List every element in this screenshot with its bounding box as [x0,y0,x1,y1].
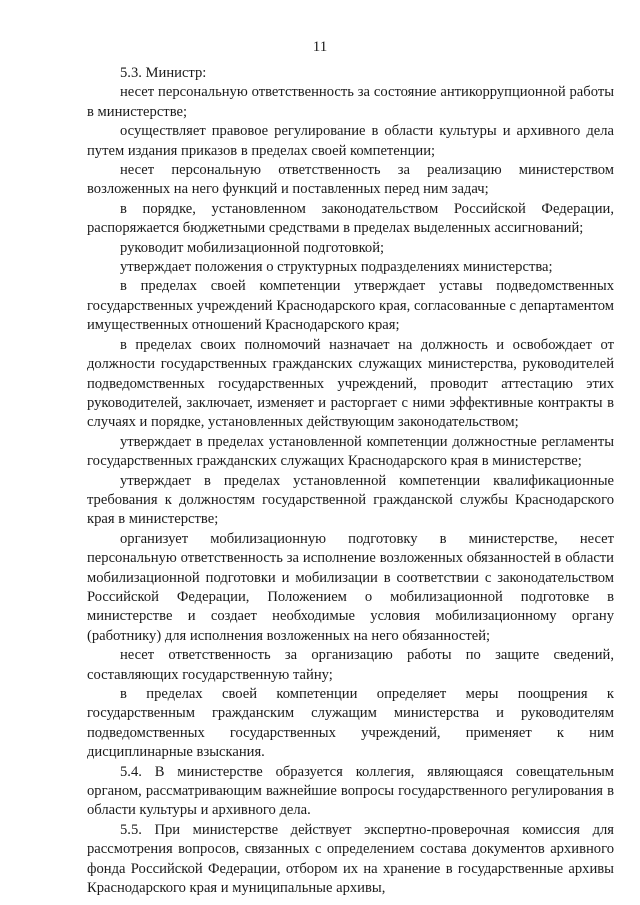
page-number: 11 [312,39,328,55]
paragraph-qualifications: утверждает в пределах установленной компетенции квалификационные требования к должностям государственной гражданской службы Краснодарского края в министерстве; [87,472,614,528]
paragraph-budget: в порядке, установленном законодательством Российской Федерации, распоряжается бюджетными средствами в пределах выделенных ассигнований; [87,200,614,237]
paragraph-mobilization-training: организует мобилизационную подготовку в министерстве, несет персональную ответственность за исполнение возложенных обязанностей в области мобилизационной подготовки и мобилизации в соответствии с законодательством Российской Федерации, Положением о мобилизационной подготовке в министерстве и создает необходимые условия мобилизационному органу (работнику) для исполнения возложенных на него обязанностей; [87,530,614,644]
paragraph-job-regulations: утверждает в пределах установленной компетенции должностные регламенты государственных гражданских служащих Краснодарского края в министерстве; [87,433,614,470]
document-body [87,64,614,898]
paragraph-anticorruption: несет персональную ответственность за состояние антикоррупционной работы в министерстве; [87,84,614,120]
paragraph-5-4-collegium: 5.4. В министерстве образуется коллегия, являющаяся совещательным органом, рассматривающим важнейшие вопросы государственного регулирования в области культуры и архивного дела. [87,763,614,819]
paragraph-incentives: в пределах своей компетенции определяет меры поощрения к государственным гражданским служащим министерства и руководителям подведомственных государственных учреждений, применяет к ним дисциплинарные взыскания. [87,686,614,761]
paragraph-charters: в пределах своей компетенции утверждает уставы подведомственных государственных учреждений Краснодарского края, согласованные с департаментом имущественных отношений Краснодарского края; [87,278,614,334]
paragraph-mobilization-lead: руководит мобилизационной подготовкой; [120,239,385,256]
paragraph-5-3-heading: 5.3. Министр: [120,65,207,81]
paragraph-state-secret: несет ответственность за организацию работы по защите сведений, составляющих государственную тайну; [87,647,614,683]
paragraph-legal-regulation: осуществляет правовое регулирование в области культуры и архивного дела путем издания приказов в пределах своей компетенции; [87,123,614,159]
paragraph-5-5-commission: 5.5. При министерстве действует экспертно-проверочная комиссия для рассмотрения вопросов, связанных с определением состава документов архивного фонда Российской Федерации, отбором их на хранение в государственные архивы Краснодарского края и муниципальные архивы, [87,821,614,897]
paragraph-appointments: в пределах своих полномочий назначает на должность и освобождает от должности государственных гражданских служащих министерства, руководителей подведомственных государственных учреждений, проводит аттестацию этих руководителей, заключает, изменяет и расторгает с ними эффективные контракты в случаях и порядке, установленных действующим законодательством; [87,336,614,431]
paragraph-responsibility-functions: несет персональную ответственность за реализацию министерством возложенных на него функций и поставленных перед ним задач; [87,162,614,198]
paragraph-structural-units: утверждает положения о структурных подразделениях министерства; [120,259,553,276]
